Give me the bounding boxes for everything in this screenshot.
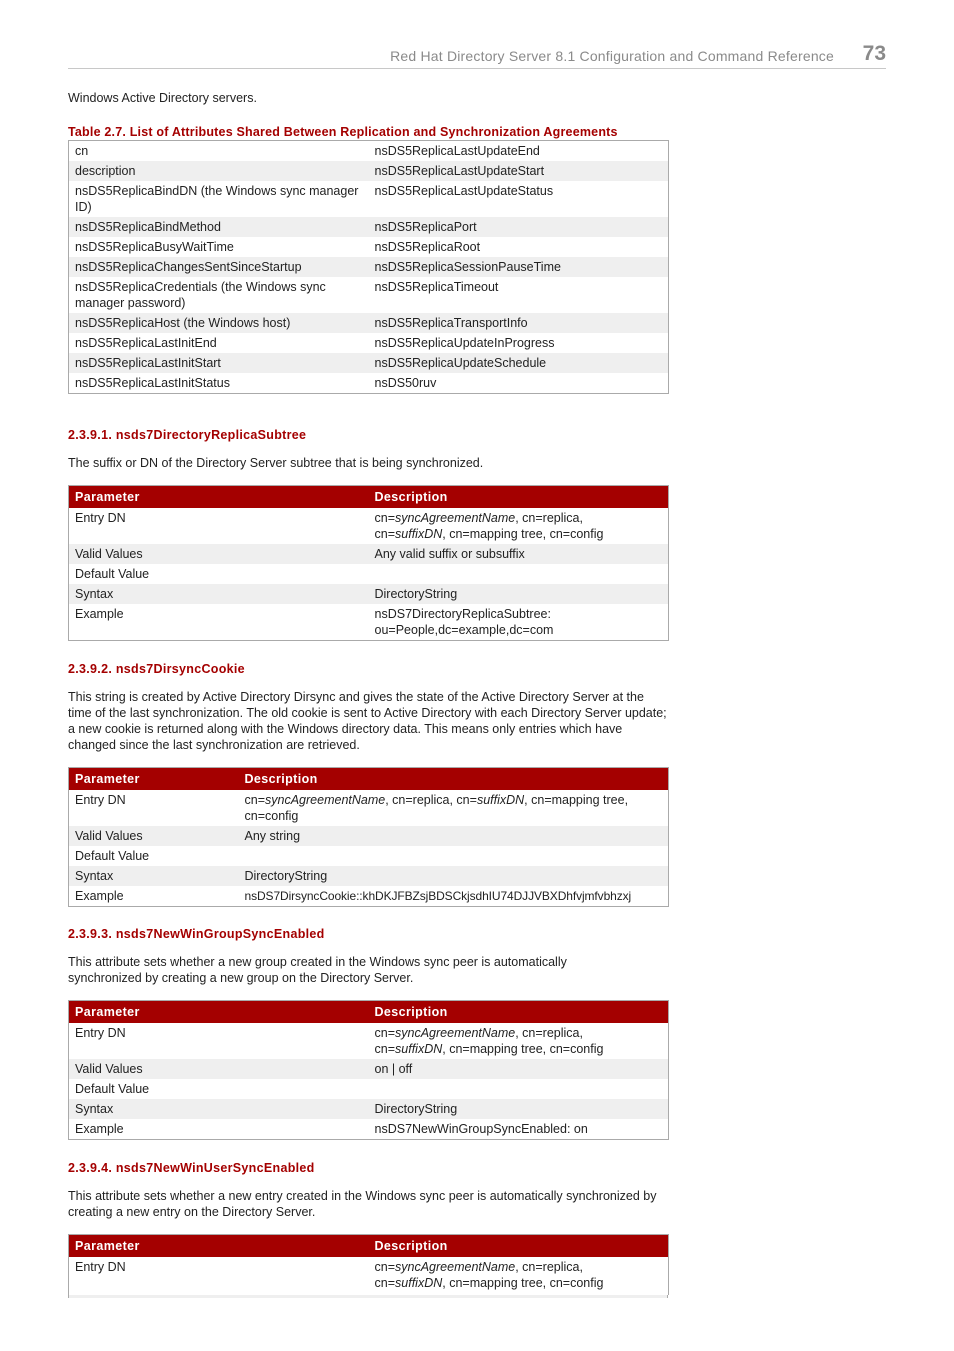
attribute-cell-right: nsDS5ReplicaTransportInfo <box>369 313 669 333</box>
section-text: This attribute sets whether a new entry created in the Windows sync peer is automatically synchronized by creating a new entry on the Directory Server. <box>68 1189 657 1219</box>
table-row <box>69 1257 669 1295</box>
example-value: nsDS7NewWinGroupSyncEnabled: on <box>374 1122 588 1136</box>
attribute-cell-right: nsDS5ReplicaRoot <box>374 240 481 254</box>
table-row <box>69 564 669 584</box>
param-example: Example <box>75 1122 124 1136</box>
table-caption: Table 2.7. List of Attributes Shared Between Replication and Synchronization Agreements <box>68 125 618 139</box>
default-value-value <box>369 564 669 584</box>
param-valid-values: Valid Values <box>69 826 239 846</box>
attribute-cell-left: nsDS5ReplicaBindMethod <box>69 217 369 237</box>
parameter-table <box>68 1234 669 1295</box>
table-row <box>69 181 669 217</box>
table-header-row <box>69 1235 669 1258</box>
document-title: Red Hat Directory Server 8.1 Configuration and Command Reference <box>390 48 834 64</box>
attribute-cell-right: nsDS5ReplicaSessionPauseTime <box>369 257 669 277</box>
param-valid-values: Valid Values <box>69 1059 369 1079</box>
param-default-value: Default Value <box>75 849 150 863</box>
parameter-table <box>68 1000 669 1140</box>
param-entry-dn: Entry DN <box>75 511 126 525</box>
table-row <box>69 1119 669 1140</box>
table-row <box>69 886 669 907</box>
column-header-parameter: Parameter <box>69 1235 369 1258</box>
table-row <box>69 237 669 257</box>
column-header-description: Description <box>369 1001 669 1024</box>
attribute-cell-right: nsDS5ReplicaLastUpdateStart <box>369 161 669 181</box>
param-entry-dn: Entry DN <box>75 1026 126 1040</box>
table-header-row <box>69 1001 669 1024</box>
table-row <box>69 217 669 237</box>
section-2-3-9-4 <box>68 1161 668 1298</box>
attribute-cell-left: nsDS5ReplicaCredentials (the Windows sync manager password) <box>75 280 326 310</box>
intro-paragraph <box>68 90 668 106</box>
table-row <box>69 544 669 564</box>
param-syntax: Syntax <box>69 1099 369 1119</box>
attribute-cell-right: nsDS5ReplicaUpdateSchedule <box>369 353 669 373</box>
section-heading: 2.3.9.3. nsds7NewWinGroupSyncEnabled <box>68 927 325 941</box>
table-row <box>69 846 669 866</box>
table-row <box>69 508 669 544</box>
table-row <box>69 333 669 353</box>
column-header-description: Description <box>239 768 669 791</box>
section-2-3-9-2 <box>68 662 668 907</box>
attribute-cell-right: nsDS5ReplicaUpdateInProgress <box>374 336 555 350</box>
table-row <box>69 826 669 846</box>
section-text: The suffix or DN of the Directory Server subtree that is being synchronized. <box>68 456 484 470</box>
column-header-parameter: Parameter <box>69 768 239 791</box>
attribute-cell-left: description <box>69 161 369 181</box>
parameter-table <box>68 767 669 907</box>
table-row <box>69 790 669 826</box>
section-2-3-9-3 <box>68 927 668 1140</box>
intro-text: Windows Active Directory servers. <box>68 91 257 105</box>
attribute-cell-left: nsDS5ReplicaChangesSentSinceStartup <box>69 257 369 277</box>
table-row <box>69 604 669 641</box>
attribute-cell-right: nsDS5ReplicaLastUpdateEnd <box>374 144 540 158</box>
syntax-value: DirectoryString <box>239 866 669 886</box>
entry-dn-value: cn=syncAgreementName, cn=replica, cn=suffixDN, cn=mapping tree, cn=config <box>244 793 629 823</box>
attribute-cell-left: cn <box>75 144 89 158</box>
section-heading: 2.3.9.4. nsds7NewWinUserSyncEnabled <box>68 1161 315 1175</box>
section-text: This attribute sets whether a new group created in the Windows sync peer is automatically synchronized by creating a new group on the Directory Server. <box>68 955 567 985</box>
entry-dn-value: cn=syncAgreementName, cn=replica, cn=suffixDN, cn=mapping tree, cn=config <box>374 1260 604 1290</box>
valid-values-value: Any string <box>239 826 669 846</box>
syntax-value: DirectoryString <box>369 1099 669 1119</box>
shared-attributes-table <box>68 140 669 394</box>
section-2-3-9-1 <box>68 428 668 641</box>
table-row <box>69 866 669 886</box>
attribute-cell-right: nsDS50ruv <box>374 376 437 390</box>
param-example: Example <box>75 607 124 621</box>
section-heading: 2.3.9.2. nsds7DirsyncCookie <box>68 662 245 676</box>
valid-values-value: on | off <box>369 1059 669 1079</box>
attribute-cell-right: nsDS5ReplicaTimeout <box>374 280 499 294</box>
column-header-description: Description <box>369 1235 669 1258</box>
param-example: Example <box>75 889 124 903</box>
attribute-cell-left: nsDS5ReplicaBindDN (the Windows sync manager ID) <box>75 184 359 214</box>
param-entry-dn: Entry DN <box>75 1260 126 1274</box>
entry-dn-value: cn=syncAgreementName, cn=replica, cn=suffixDN, cn=mapping tree, cn=config <box>374 1026 604 1056</box>
table-row <box>69 1099 669 1119</box>
table-row <box>69 1059 669 1079</box>
column-header-parameter: Parameter <box>69 486 369 509</box>
table-row <box>69 1079 669 1099</box>
table-header-row <box>69 486 669 509</box>
attribute-cell-right: nsDS5ReplicaPort <box>369 217 669 237</box>
param-default-value: Default Value <box>75 567 150 581</box>
param-syntax: Syntax <box>69 866 239 886</box>
entry-dn-value: cn=syncAgreementName, cn=replica, cn=suffixDN, cn=mapping tree, cn=config <box>374 511 604 541</box>
table-row <box>69 257 669 277</box>
attribute-cell-right: nsDS5ReplicaLastUpdateStatus <box>374 184 554 198</box>
valid-values-value: Any valid suffix or subsuffix <box>369 544 669 564</box>
example-value: nsDS7DirectoryReplicaSubtree: ou=People,dc=example,dc=com <box>374 607 554 637</box>
param-default-value: Default Value <box>75 1082 150 1096</box>
shared-attributes-table-body <box>69 141 669 394</box>
table-header-row <box>69 768 669 791</box>
example-value: nsDS7DirsyncCookie::khDKJFBZsjBDSCkjsdhIU74DJJVBXDhfvjmfvbhzxj <box>244 889 632 903</box>
attribute-cell-left: nsDS5ReplicaBusyWaitTime <box>75 240 234 254</box>
table-row <box>69 141 669 162</box>
section-text: This string is created by Active Directory Dirsync and gives the state of the Active Directory Server at the time of the last synchronization. The old cookie is sent to Active Directory with each Directory Server update; a new cookie is returned along with the Windows directory data. This means only entries which have changed since the last synchronization are retrieved. <box>68 690 667 752</box>
syntax-value: DirectoryString <box>369 584 669 604</box>
default-value-value <box>239 846 669 866</box>
page-header <box>68 42 886 69</box>
attribute-cell-left: nsDS5ReplicaHost (the Windows host) <box>69 313 369 333</box>
table-row <box>69 373 669 394</box>
column-header-parameter: Parameter <box>69 1001 369 1024</box>
param-syntax: Syntax <box>69 584 369 604</box>
param-entry-dn: Entry DN <box>75 793 126 807</box>
section-heading: 2.3.9.1. nsds7DirectoryReplicaSubtree <box>68 428 307 442</box>
table-row <box>69 313 669 333</box>
attribute-cell-left: nsDS5ReplicaLastInitStatus <box>75 376 230 390</box>
default-value-value <box>369 1079 669 1099</box>
table-row <box>69 277 669 313</box>
table-2-7-block <box>68 125 668 394</box>
column-header-description: Description <box>369 486 669 509</box>
attribute-cell-left: nsDS5ReplicaLastInitEnd <box>75 336 217 350</box>
table-row <box>69 353 669 373</box>
param-valid-values: Valid Values <box>69 544 369 564</box>
attribute-cell-left: nsDS5ReplicaLastInitStart <box>69 353 369 373</box>
table-row <box>69 1023 669 1059</box>
page-number: 73 <box>862 42 886 65</box>
table-row <box>69 161 669 181</box>
table-row <box>69 584 669 604</box>
table-continuation-edge <box>68 1295 668 1298</box>
parameter-table <box>68 485 669 641</box>
